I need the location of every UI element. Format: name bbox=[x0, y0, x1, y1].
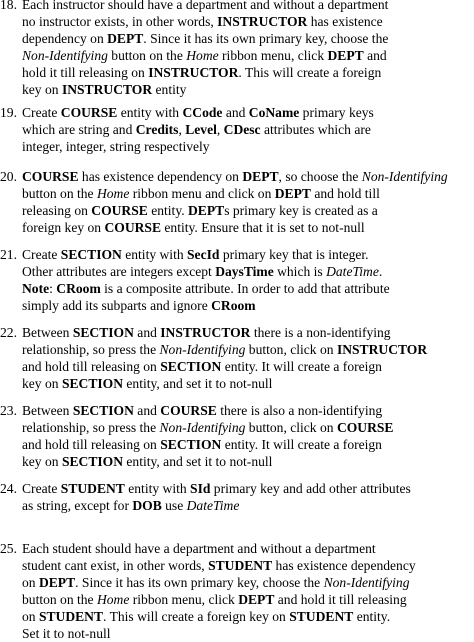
text-run: attributes which are bbox=[260, 122, 371, 137]
text-run: and bbox=[363, 48, 387, 63]
list-item-number: 22. bbox=[0, 325, 17, 340]
text-line bbox=[22, 625, 474, 642]
text-run: and hold it till releasing bbox=[274, 592, 407, 607]
text-line bbox=[22, 47, 474, 64]
bold-term: Note bbox=[22, 281, 50, 296]
text-run: ribbon menu and click on bbox=[129, 186, 275, 201]
text-line bbox=[22, 480, 474, 497]
text-run: has existence dependency bbox=[272, 558, 416, 573]
text-run: primary key and add other attributes bbox=[210, 481, 411, 496]
text-run: Create bbox=[22, 247, 61, 262]
bold-term: CDesc bbox=[223, 122, 261, 137]
text-line bbox=[22, 453, 474, 470]
text-run: Set it to not-null bbox=[22, 626, 111, 641]
text-run: has existence dependency on bbox=[78, 169, 243, 184]
bold-term: COURSE bbox=[336, 420, 394, 435]
italic-term: Non-Identifying bbox=[361, 169, 448, 184]
text-line bbox=[22, 358, 474, 375]
text-run: . Since it has its own primary key, choose the bbox=[143, 31, 389, 46]
text-run: on bbox=[22, 575, 39, 590]
text-line bbox=[22, 121, 474, 138]
bold-term: CRoom bbox=[56, 281, 101, 296]
italic-term: Non-Identifying bbox=[22, 48, 108, 63]
italic-term: Non-Identifying bbox=[323, 575, 410, 590]
text-line bbox=[22, 375, 474, 392]
text-run: . This will create a foreign key on bbox=[103, 609, 290, 624]
italic-term: Non-Identifying bbox=[159, 342, 246, 357]
text-run: relationship, so press the bbox=[22, 420, 160, 435]
italic-term: Home bbox=[96, 592, 130, 607]
bold-term: INSTRUCTOR bbox=[160, 325, 251, 340]
bold-term: SECTION bbox=[160, 359, 222, 374]
bold-term: SECTION bbox=[61, 454, 123, 469]
text-run: there is a non-identifying bbox=[250, 325, 391, 340]
bold-term: DEPT bbox=[274, 186, 311, 201]
bold-term: DEPT bbox=[107, 31, 144, 46]
text-line bbox=[22, 202, 474, 219]
bold-term: DEPT bbox=[38, 575, 76, 590]
text-line bbox=[22, 219, 474, 236]
bold-term: CCode bbox=[182, 105, 223, 120]
text-run: . bbox=[378, 264, 383, 279]
text-line bbox=[22, 540, 474, 557]
text-run: Each student should have a department and without a department bbox=[22, 541, 376, 556]
list-item bbox=[0, 168, 474, 236]
text-run: button, click on bbox=[245, 420, 337, 435]
text-run: button on the bbox=[107, 48, 187, 63]
text-run: ribbon menu, click bbox=[218, 48, 328, 63]
bold-term: CRoom bbox=[211, 298, 256, 313]
text-run: on bbox=[22, 609, 39, 624]
text-run: . Since it has its own primary key, choose the bbox=[75, 575, 324, 590]
text-line bbox=[22, 168, 474, 185]
bold-term: DaysTime bbox=[215, 264, 274, 279]
bold-term: INSTRUCTOR bbox=[148, 65, 239, 80]
text-line bbox=[22, 13, 474, 30]
bold-term: INSTRUCTOR bbox=[217, 14, 308, 29]
text-run: entity. bbox=[353, 609, 391, 624]
text-run: releasing on bbox=[22, 203, 92, 218]
text-run: : bbox=[49, 281, 57, 296]
text-run: and bbox=[133, 325, 161, 340]
bold-term: STUDENT bbox=[289, 609, 354, 624]
bold-term: DEPT bbox=[242, 169, 279, 184]
text-run: key on bbox=[22, 454, 62, 469]
text-run: and hold till releasing on bbox=[22, 359, 161, 374]
list-item-number: 20. bbox=[0, 169, 17, 184]
text-line bbox=[22, 436, 474, 453]
bold-term: STUDENT bbox=[60, 481, 125, 496]
bold-term: STUDENT bbox=[208, 558, 273, 573]
text-run: Between bbox=[22, 403, 73, 418]
bold-term: INSTRUCTOR bbox=[61, 82, 153, 97]
bold-term: COURSE bbox=[160, 403, 217, 418]
text-run: , bbox=[216, 122, 224, 137]
list-item-number: 18. bbox=[0, 0, 17, 12]
bold-term: SECTION bbox=[72, 325, 134, 340]
text-run: ribbon menu, click bbox=[129, 592, 239, 607]
italic-term: DateTime bbox=[186, 498, 240, 513]
bold-term: DEPT bbox=[238, 592, 275, 607]
text-run: and bbox=[222, 105, 249, 120]
text-run: student cant exist, in other words, bbox=[22, 558, 209, 573]
text-line bbox=[22, 263, 474, 280]
italic-term: DateTime bbox=[326, 264, 379, 279]
bold-term: Credits bbox=[135, 122, 179, 137]
text-run: button on the bbox=[22, 592, 97, 607]
bold-term: SId bbox=[190, 481, 211, 496]
text-run: Create bbox=[22, 105, 61, 120]
text-run: and hold till releasing on bbox=[22, 437, 161, 452]
text-line bbox=[22, 0, 474, 13]
text-run: is a composite attribute. In order to add that attribute bbox=[100, 281, 390, 296]
text-run: entity, and set it to not-null bbox=[123, 376, 273, 391]
italic-term: Non-Identifying bbox=[159, 420, 246, 435]
text-line bbox=[22, 591, 474, 608]
text-run: primary keys bbox=[299, 105, 374, 120]
text-line bbox=[22, 497, 474, 514]
text-line bbox=[22, 419, 474, 436]
list-item bbox=[0, 104, 474, 155]
text-line bbox=[22, 81, 474, 98]
text-run: button, click on bbox=[245, 342, 337, 357]
text-line bbox=[22, 138, 474, 155]
text-run: key on bbox=[22, 82, 62, 97]
text-run: Other attributes are integers except bbox=[22, 264, 216, 279]
bold-term: CoName bbox=[248, 105, 300, 120]
bold-term: COURSE bbox=[22, 169, 79, 184]
text-run: s primary key is created as a bbox=[224, 203, 378, 218]
list-item-number: 23. bbox=[0, 403, 17, 418]
text-run: which is bbox=[273, 264, 327, 279]
text-run: there is also a non-identifying bbox=[216, 403, 383, 418]
text-run: relationship, so press the bbox=[22, 342, 160, 357]
list-item-number: 21. bbox=[0, 247, 17, 262]
bold-term: DEPT bbox=[188, 203, 225, 218]
text-run: as string, except for bbox=[22, 498, 133, 513]
text-run: and bbox=[133, 403, 161, 418]
text-run: Create bbox=[22, 481, 61, 496]
text-run: entity bbox=[152, 82, 187, 97]
text-run: entity with bbox=[121, 247, 188, 262]
text-line bbox=[22, 297, 474, 314]
list-item bbox=[0, 402, 474, 470]
text-run: which are string and bbox=[22, 122, 136, 137]
text-run: entity with bbox=[124, 481, 191, 496]
bold-term: SECTION bbox=[72, 403, 134, 418]
bold-term: SECTION bbox=[61, 376, 123, 391]
text-run: use bbox=[161, 498, 187, 513]
bold-term: INSTRUCTOR bbox=[336, 342, 428, 357]
text-run: integer, integer, string respectively bbox=[22, 139, 210, 154]
text-line bbox=[22, 64, 474, 81]
bold-term: COURSE bbox=[60, 105, 118, 120]
bold-term: DOB bbox=[132, 498, 162, 513]
text-line bbox=[22, 104, 474, 121]
bold-term: SecId bbox=[187, 247, 220, 262]
text-line bbox=[22, 185, 474, 202]
text-run: key on bbox=[22, 376, 62, 391]
text-run: entity with bbox=[117, 105, 183, 120]
text-run: and hold till bbox=[310, 186, 380, 201]
bold-term: SECTION bbox=[60, 247, 122, 262]
text-line bbox=[22, 402, 474, 419]
list-item-number: 25. bbox=[0, 541, 17, 556]
text-line bbox=[22, 30, 474, 47]
list-item-number: 19. bbox=[0, 105, 17, 120]
text-run: button on the bbox=[22, 186, 97, 201]
bold-term: DEPT bbox=[327, 48, 364, 63]
text-run: Between bbox=[22, 325, 73, 340]
bold-term: SECTION bbox=[160, 437, 222, 452]
list-item bbox=[0, 246, 474, 314]
text-line bbox=[22, 574, 474, 591]
list-item bbox=[0, 540, 474, 642]
list-item bbox=[0, 0, 474, 98]
text-run: foreign key on bbox=[22, 220, 105, 235]
text-run: entity. It will create a foreign bbox=[221, 437, 382, 452]
italic-term: Home bbox=[96, 186, 130, 201]
text-line bbox=[22, 324, 474, 341]
text-run: hold it till releasing on bbox=[22, 65, 149, 80]
text-run: has existence bbox=[307, 14, 383, 29]
bold-term: COURSE bbox=[91, 203, 148, 218]
text-run: entity. Ensure that it is set to not-null bbox=[161, 220, 365, 235]
text-run: , bbox=[178, 122, 186, 137]
text-run: entity, and set it to not-null bbox=[123, 454, 273, 469]
bold-term: COURSE bbox=[104, 220, 162, 235]
text-run: Each instructor should have a department and without a department bbox=[22, 0, 389, 12]
text-run: dependency on bbox=[22, 31, 108, 46]
text-run: primary key that is integer. bbox=[219, 247, 369, 262]
bold-term: Level bbox=[185, 122, 217, 137]
text-line bbox=[22, 280, 474, 297]
text-line bbox=[22, 341, 474, 358]
text-run: , so choose the bbox=[278, 169, 362, 184]
text-run: . This will create a foreign bbox=[238, 65, 382, 80]
list-item bbox=[0, 480, 474, 514]
text-line bbox=[22, 557, 474, 574]
text-run: no instructor exists, in other words, bbox=[22, 14, 218, 29]
text-line bbox=[22, 246, 474, 263]
text-line bbox=[22, 608, 474, 625]
italic-term: Home bbox=[186, 48, 219, 63]
text-run: simply add its subparts and ignore bbox=[22, 298, 212, 313]
list-item bbox=[0, 324, 474, 392]
list-item-number: 24. bbox=[0, 481, 17, 496]
bold-term: STUDENT bbox=[38, 609, 104, 624]
text-run: entity. It will create a foreign bbox=[221, 359, 382, 374]
text-run: entity. bbox=[147, 203, 189, 218]
